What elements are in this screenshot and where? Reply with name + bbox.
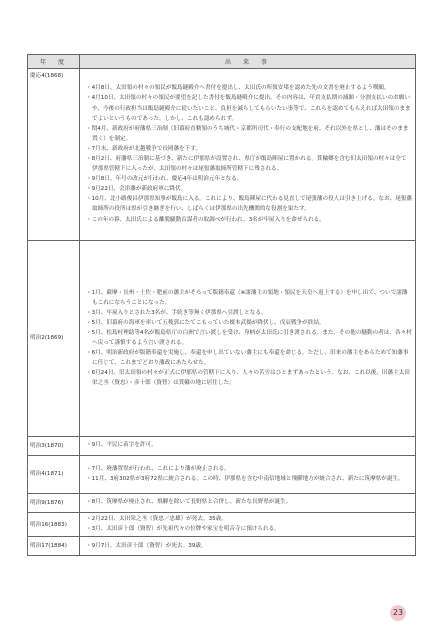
event-item: ・ 6月、明治新政府が版籍奉還を実施し、奉還を申し出ていない藩主にも奉還を命じる。ただし、旧来の藩主をあらためて知藩事に任じて、これまでどおり藩政にあたらせた。 bbox=[86, 348, 412, 368]
event-list bbox=[86, 440, 412, 450]
events-cell bbox=[80, 437, 416, 456]
event-list bbox=[86, 541, 412, 551]
event-item: ・ 6月24日、旧太田領の村々が正式に伊那県の管轄下に入り、人々の苦労はひとまずあったという。なお、これ以後、旧藩主太田栄之丞（資忠）・彦十郎（資智）は箕輪の地に居住した。 bbox=[86, 368, 412, 388]
event-item: ・ 9月7日、太田彦十郎（資智）が死去。39歳。 bbox=[86, 541, 412, 551]
event-item: ・ 4月10日、太田領の村々の領民が要望を記した書付を飯島縫殿介に提出。その内容は、年貢支払期の減額・分割支払いのお願いや、今後の行政担当は飯島縫殿介に従いたいこと、負担を減らしてもらいたい事等で、これらを認めてもらえれば太田領のままでよいというものであった。しかし、これも認められず。 bbox=[86, 93, 412, 123]
event-list bbox=[86, 514, 412, 534]
events-cell bbox=[80, 241, 416, 437]
event-item: ・ この年の暮、太田氏による離脱騒動首謀者の取調べが行われ、3名が牢屋入りを命ぜられる。 bbox=[86, 215, 412, 225]
year-column-header: 年 度 bbox=[28, 55, 80, 69]
year-cell: 慶応4(1868) bbox=[28, 69, 80, 241]
year-cell: 明治3(1870) bbox=[28, 437, 80, 456]
table-row bbox=[28, 513, 416, 537]
event-list bbox=[86, 83, 412, 224]
table-row bbox=[28, 494, 416, 513]
events-cell bbox=[80, 456, 416, 494]
table-header-row bbox=[28, 55, 416, 69]
events-cell bbox=[80, 494, 416, 513]
table-row bbox=[28, 241, 416, 437]
events-column-header: 出 来 事 bbox=[80, 55, 416, 69]
event-item: ・ 5月、松島村理助等4名が飯島県庁の白洲で言い渡しを受け、身柄が太田氏に引き渡される。また、その他の騒動の者は、各々村へ戻って謹慎するよう言い渡される。 bbox=[86, 328, 412, 348]
event-item: ・ 3月、牢屋入りとされた3名が、手続き等無く伊那県へ引渡しとなる。 bbox=[86, 308, 412, 318]
timeline-table bbox=[27, 54, 416, 556]
event-item: ・ 3月、太田彦十郎（資智）が先祖代々の位牌や家宝を明音寺に預けられる。 bbox=[86, 524, 412, 534]
event-item: ・ 8月、筑摩県が廃止され、飛騨を除いて長野県と合併し、新たな長野県が誕生。 bbox=[86, 497, 412, 507]
event-item: ・ 2月22日、太田栄之丞（資忠／忠雄）が死去。35歳。 bbox=[86, 514, 412, 524]
page-number: 23 bbox=[390, 605, 406, 621]
event-item: ・ 4月8日、太田領の村々の領民が飯島縫殿介へ書付を提出し、太田氏の所領安堵を認めた先の文書を廃止するよう嘆願。 bbox=[86, 83, 412, 93]
year-cell: 明治9(1876) bbox=[28, 494, 80, 513]
year-cell: 明治17(1884) bbox=[28, 537, 80, 556]
events-cell bbox=[80, 69, 416, 241]
event-item: ・ 11月、3府302県が3府72県に統合される。この時、伊那県を含む中南信地域と飛騨地方が統合され、新たに筑摩県が誕生。 bbox=[86, 474, 412, 484]
event-item: ・ 5月、旧幕府の海軍を率いて五稜郭にたてこもっていた榎本武揚が降伏し、戊辰戦争が終結。 bbox=[86, 318, 412, 328]
year-cell: 明治2(1869) bbox=[28, 241, 80, 437]
year-cell: 明治16(1883) bbox=[28, 513, 80, 537]
event-item: ・ 7月末、新政府が北越戦争で長岡藩を下す。 bbox=[86, 144, 412, 154]
event-item: ・ 7月、廃藩置県が行われ、これにより藩が廃止される。 bbox=[86, 464, 412, 474]
year-cell: 明治4(1871) bbox=[28, 456, 80, 494]
table-row bbox=[28, 537, 416, 556]
event-item: ・ 8月2日、府藩県三治制に基づき、新たに伊那県が設置され、県庁が飯島陣屋に置かれる。箕輪郷を含む旧太田領の村々は全て伊那県管轄下に入ったが、太田領の村々は尾張藩取締所管轄下に残される。 bbox=[86, 154, 412, 174]
events-cell bbox=[80, 513, 416, 537]
table-row bbox=[28, 437, 416, 456]
event-list bbox=[86, 497, 412, 507]
event-item: ・ 1月、薩摩・長州・土佐・肥前の藩主がそろって版籍奉還（※諸藩主の領地・領民を天皇へ返上する）を申し出て、ついで諸藩もこれにならうことになった。 bbox=[86, 288, 412, 308]
event-list bbox=[86, 464, 412, 484]
table-row bbox=[28, 456, 416, 494]
event-item: ・ 9月8日、年号の改元が行われ、慶応4年は明治元年となる。 bbox=[86, 174, 412, 184]
events-cell bbox=[80, 537, 416, 556]
event-list bbox=[86, 288, 412, 389]
event-item: ・ 閏4月、新政府が府藩県三治制（旧幕府直轄領のうち城代・京都所司代・奉行の支配地を府、それ以外を県とし、藩はそのまま置く）を制定。 bbox=[86, 124, 412, 144]
event-item: ・ 9月、平民に苗字を許可。 bbox=[86, 440, 412, 450]
event-item: ・ 9月22日、会津藩が新政府軍に降伏。 bbox=[86, 184, 412, 194]
event-item: ・ 10月、北小路俊昌伊那県知事が飯島に入る。これにより、飯島陣屋に代わる見直しで尾張藩の役人は引き上げる。なお、尾張藩取締所の役所は県が引き継ぎを行い、しばらくは伊那県の出先機関的な役割を果たす。 bbox=[86, 194, 412, 214]
table-row bbox=[28, 69, 416, 241]
